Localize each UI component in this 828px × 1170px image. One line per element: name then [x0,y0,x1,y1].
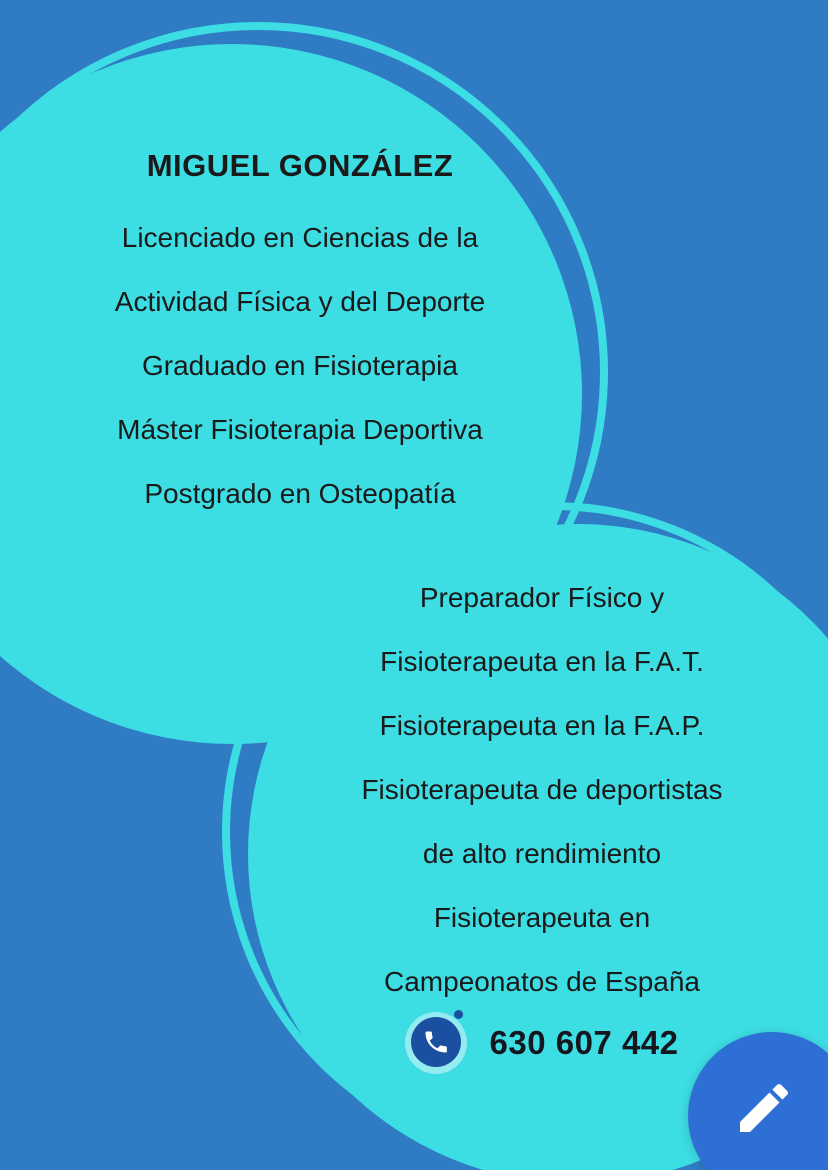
phone-number[interactable]: 630 607 442 [489,1024,679,1061]
phone-icon[interactable] [405,1012,467,1074]
profile-name: MIGUEL GONZÁLEZ [146,148,454,183]
credential-line: Postgrado en Osteopatía [144,478,456,509]
credentials-block [0,148,600,526]
experience-line: de alto rendimiento [422,838,662,869]
experience-line: Fisioterapeuta de deportistas [361,774,723,805]
pencil-icon [732,1076,796,1145]
experience-block [282,566,802,1014]
credential-line: Máster Fisioterapia Deportiva [117,414,483,445]
phone-icon-dot [454,1010,463,1019]
credential-line: Graduado en Fisioterapia [142,350,458,381]
experience-line: Fisioterapeuta en la F.A.P. [379,710,705,741]
credential-line: Actividad Física y del Deporte [114,286,486,317]
experience-line: Fisioterapeuta en [433,902,651,933]
experience-line: Campeonatos de España [384,966,700,997]
experience-line: Preparador Físico y [419,582,665,613]
experience-line: Fisioterapeuta en la F.A.T. [380,646,704,677]
credential-line: Licenciado en Ciencias de la [121,222,479,253]
